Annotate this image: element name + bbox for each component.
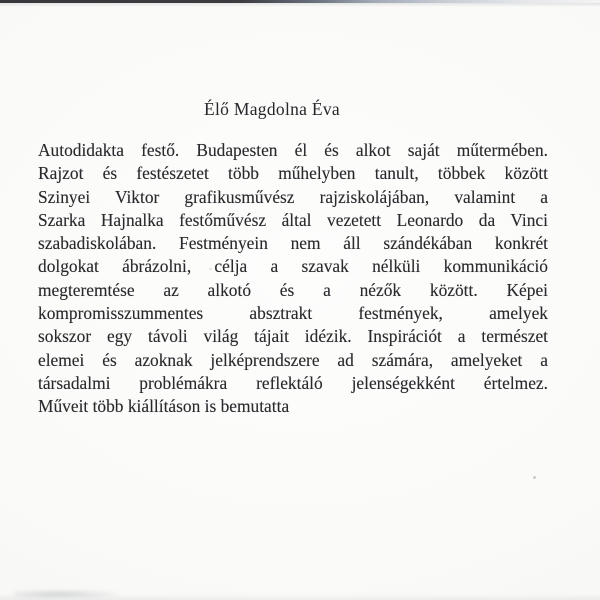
scan-artifact	[209, 268, 212, 270]
body-line: Autodidakta festő. Budapesten él és alkot saját műtermében.	[38, 140, 548, 160]
body-line: Műveit több kiállításon is bemutatta	[38, 396, 290, 417]
scan-edge-shadow	[0, 3, 600, 7]
body-line: elemei és azoknak jelképrendszere ad számára, amelyeket a	[38, 349, 548, 370]
body-line: szabadiskolában. Festményein nem áll szándékában konkrét	[38, 233, 548, 254]
body-line: sokszor egy távoli világ tájait idézik. Inspirációt a természet	[38, 326, 548, 347]
body-line: Szinyei Viktor grafikusművész rajziskolájában, valamint a	[38, 186, 548, 207]
scan-artifact	[0, 594, 600, 600]
body-paragraph	[38, 139, 548, 419]
body-line: kompromisszummentes absztrakt festmények, amelyek	[38, 303, 548, 324]
body-line: társadalmi problémákra reflektáló jelenségekként értelmez.	[38, 372, 548, 393]
body-line: dolgokat ábrázolni, célja a szavak nélküli kommunikáció	[38, 256, 548, 277]
body-line: Szarka Hajnalka festőművész által vezetett Leonardo da Vinci	[38, 209, 548, 230]
scan-artifact	[533, 476, 536, 479]
body-line: megteremtése az alkotó és a nézők között. Képei	[38, 279, 548, 300]
body-line: Rajzot és festészetet több műhelyben tanult, többek között	[38, 163, 548, 184]
page-title: Élő Magdolna Éva	[203, 99, 340, 119]
